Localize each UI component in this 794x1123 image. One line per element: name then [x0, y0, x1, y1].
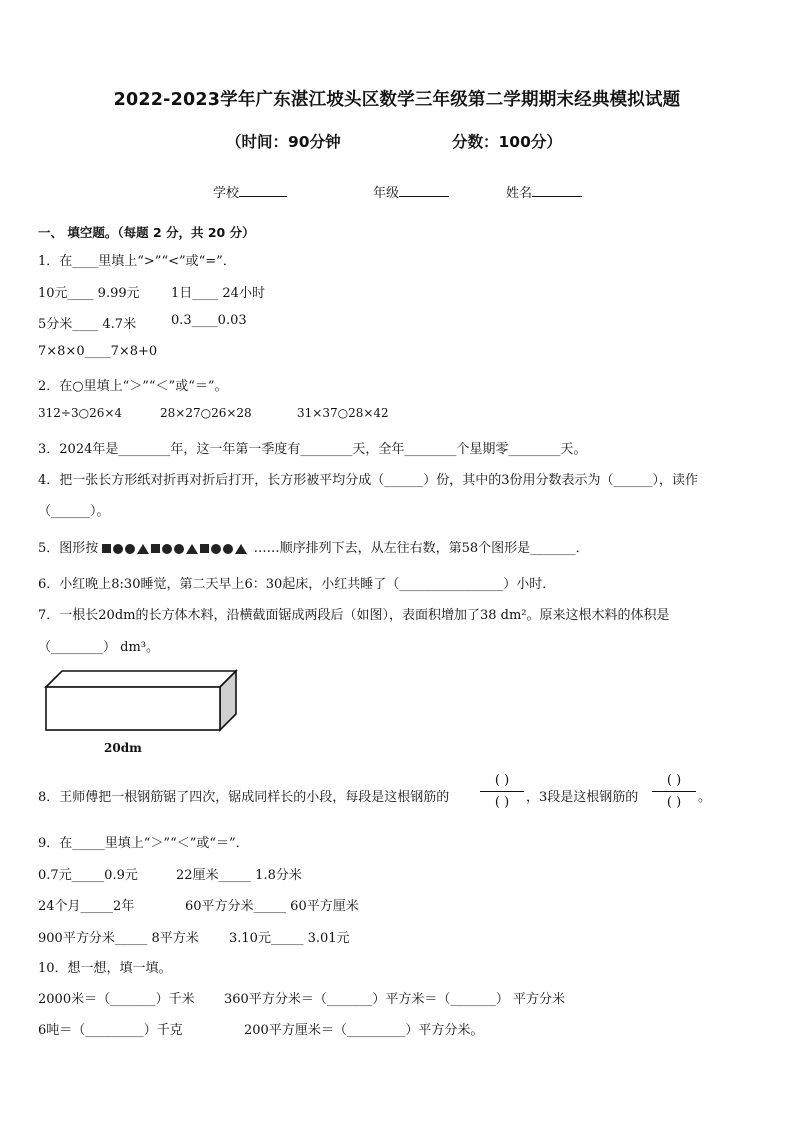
q7-line1: 7．一根长20dm的长方体木料，沿横截面锯成两段后（如图），表面积增加了38 dm²。原来这根木料的体积是 — [38, 608, 670, 623]
circle-icon — [223, 544, 233, 554]
q9-item: 3.10元_____ 3.01元 — [229, 931, 350, 946]
q10-item: 360平方分米＝（_______）平方米＝（_______） 平方分米 — [224, 992, 565, 1007]
q10-item: 2000米＝（_______）千米 — [38, 992, 195, 1007]
q9-item: 24个月_____2年 — [38, 899, 135, 914]
figure-length-label: 20dm — [104, 741, 142, 755]
q8-text: ，3段是这根钢筋的 — [526, 790, 639, 805]
q2-stem: 2．在○里填上“＞”“＜”或“＝”。 — [38, 379, 228, 394]
circle-icon — [113, 544, 123, 554]
q9-item: 22厘米_____ 1.8分米 — [176, 868, 302, 883]
numerator-blank[interactable]: ( ) — [666, 773, 682, 788]
q5 — [38, 537, 589, 556]
q1-item: 1日____ 24小时 — [171, 286, 265, 301]
q10-stem: 10．想一想，填一填。 — [38, 961, 172, 976]
q1-item: 5分米____ 4.7米 — [38, 317, 137, 332]
q8-text: 。 — [698, 790, 712, 805]
denominator-blank[interactable]: ( ) — [494, 795, 510, 810]
fraction-blank[interactable] — [652, 771, 696, 812]
square-icon — [102, 544, 111, 553]
circle-icon — [125, 544, 135, 554]
square-icon — [151, 544, 160, 553]
numerator-blank[interactable]: ( ) — [494, 773, 510, 788]
q9-item: 60平方分米_____ 60平方厘米 — [185, 899, 359, 914]
q9-item: 900平方分米_____ 8平方米 — [38, 931, 199, 946]
page-title: 2022-2023学年广东湛江坡头区数学三年级第二学期期末经典模拟试题 — [113, 90, 681, 110]
triangle-icon — [235, 544, 247, 554]
triangle-icon — [137, 544, 149, 554]
q2-item: 31×37○28×42 — [297, 406, 389, 420]
fraction-bar — [480, 791, 524, 792]
q7-line2: （________） dm³。 — [38, 640, 159, 655]
circle-icon — [162, 544, 172, 554]
fraction-bar — [652, 791, 696, 792]
q1-item: 7×8×0____7×8+0 — [38, 344, 158, 359]
q3: 3．2024年是________年，这一年第一季度有________天，全年________个星期零________天。 — [38, 442, 587, 457]
q4-line2: （______）。 — [38, 504, 110, 519]
shape-sequence — [102, 541, 249, 556]
q2-item: 28×27○26×28 — [160, 406, 252, 420]
section-heading: 一、 填空题。（每题 2 分，共 20 分） — [38, 225, 255, 240]
q5-rest: ……顺序排列下去，从左往右数，第58个图形是_______． — [253, 541, 589, 556]
triangle-icon — [186, 544, 198, 554]
q8-text: 8．王师傅把一根钢筋锯了四次，锯成同样长的小段，每段是这根钢筋的 — [38, 790, 450, 805]
q9-item: 0.7元_____0.9元 — [38, 868, 138, 883]
denominator-blank[interactable]: ( ) — [666, 795, 682, 810]
grade-field[interactable] — [373, 182, 449, 201]
q4-line1: 4．把一张长方形纸对折再对折后打开，长方形被平均分成（______）份，其中的3份用分数表示为（______），读作 — [38, 473, 699, 488]
q10-item: 6吨＝（_________）千克 — [38, 1023, 183, 1038]
q6: 6．小红晚上8:30睡觉，第二天早上6：30起床，小红共睡了（________________）小时． — [38, 577, 556, 592]
q9-stem: 9．在_____里填上“＞”“＜”或“＝”． — [38, 836, 249, 851]
cuboid-figure — [40, 665, 240, 735]
circle-icon — [211, 544, 221, 554]
name-field[interactable] — [506, 182, 582, 201]
grade-label: 年级 — [373, 186, 400, 201]
time-label: （时间：90分钟 — [226, 133, 341, 151]
q1-item: 0.3____0.03 — [171, 313, 247, 328]
school-field[interactable] — [213, 182, 287, 201]
q1-item: 10元____ 9.99元 — [38, 286, 140, 301]
name-label: 姓名 — [506, 186, 533, 201]
square-icon — [200, 544, 209, 553]
q10-item: 200平方厘米＝（_________）平方分米。 — [244, 1023, 484, 1038]
circle-icon — [174, 544, 184, 554]
q1-stem: 1．在____里填上“>”“<”或“=”． — [38, 254, 236, 269]
fraction-blank[interactable] — [480, 771, 524, 812]
q5-lead: 5．图形按 — [38, 541, 99, 556]
score-label: 分数：100分） — [452, 133, 562, 151]
school-label: 学校 — [213, 186, 240, 201]
q2-item: 312÷3○26×4 — [38, 406, 123, 420]
